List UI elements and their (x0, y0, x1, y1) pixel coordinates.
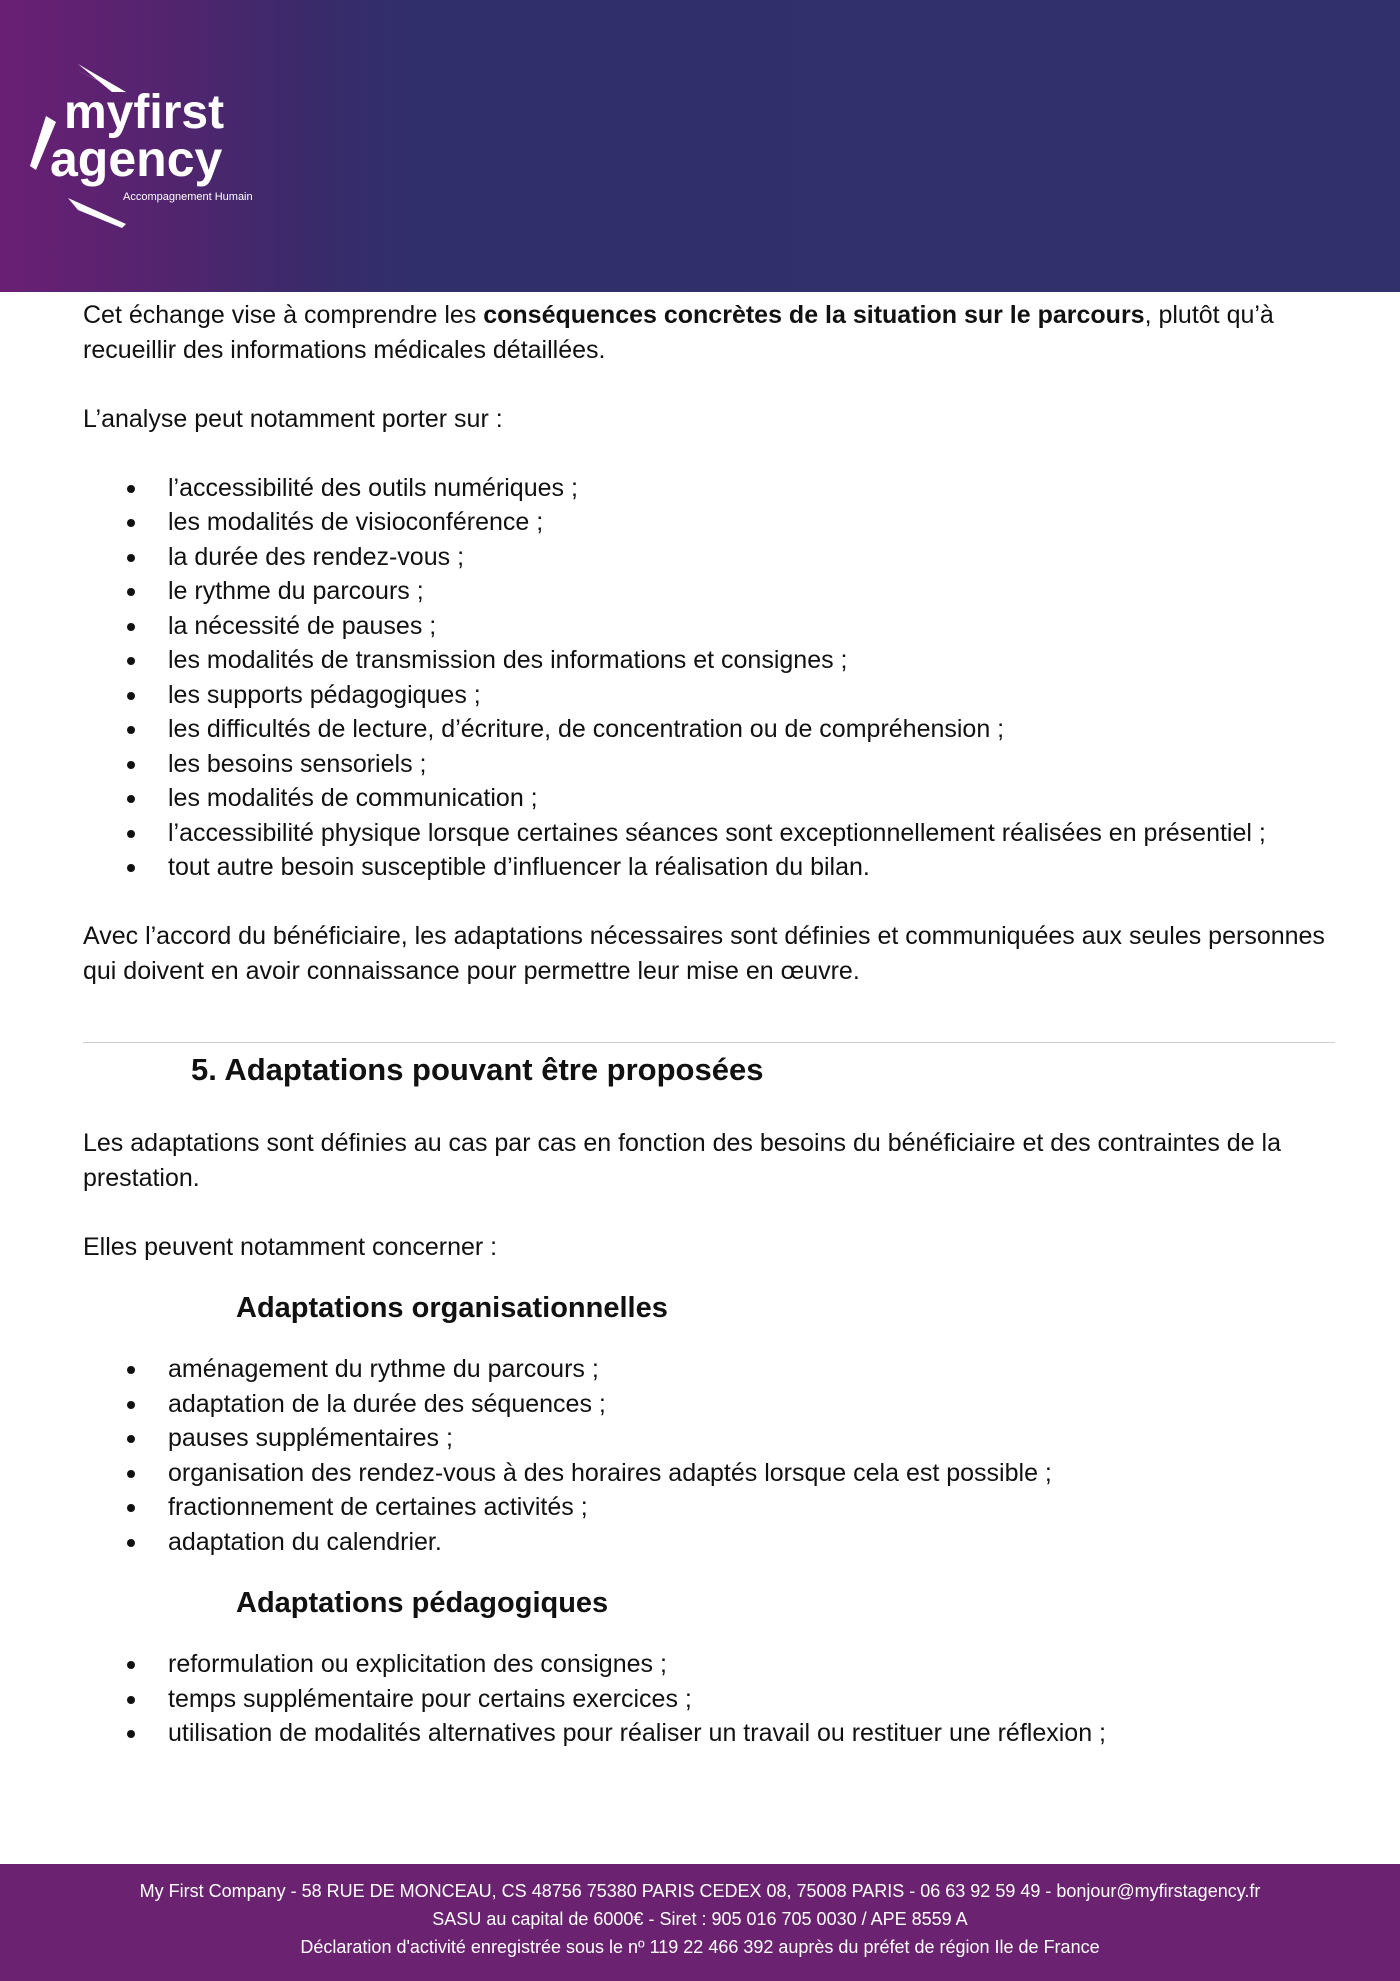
section-divider (83, 1042, 1335, 1043)
list-item: l’accessibilité des outils numériques ; (83, 471, 1338, 506)
list-item: les modalités de transmission des informations et consignes ; (83, 643, 1338, 678)
list-item: les difficultés de lecture, d’écriture, de concentration ou de compréhension ; (83, 712, 1338, 747)
list-item: le rythme du parcours ; (83, 574, 1338, 609)
list-item: la nécessité de pauses ; (83, 609, 1338, 644)
list-item: la durée des rendez-vous ; (83, 540, 1338, 575)
analysis-list (83, 471, 1338, 885)
organisational-list (83, 1352, 1338, 1559)
logo-line1: myfirst (64, 86, 225, 139)
list-item: aménagement du rythme du parcours ; (83, 1352, 1338, 1387)
list-item: les supports pédagogiques ; (83, 678, 1338, 713)
list-item: pauses supplémentaires ; (83, 1421, 1338, 1456)
list-item: adaptation de la durée des séquences ; (83, 1387, 1338, 1422)
document-body (83, 298, 1338, 988)
list-item: fractionnement de certaines activités ; (83, 1490, 1338, 1525)
logo-line2: agency (50, 131, 223, 187)
subheading-pedagogical: Adaptations pédagogiques (236, 1587, 609, 1619)
list-item: reformulation ou explicitation des consignes ; (83, 1647, 1338, 1682)
footer-declaration-line: Déclaration d'activité enregistrée sous le nº 119 22 466 392 auprès du préfet de région Ile de France (300, 1937, 1100, 1957)
company-logo (16, 58, 286, 238)
section-title: 5. Adaptations pouvant être proposées (191, 1052, 764, 1087)
list-item: les besoins sensoriels ; (83, 747, 1338, 782)
list-item: tout autre besoin susceptible d’influencer la réalisation du bilan. (83, 850, 1338, 885)
list-item: l’accessibilité physique lorsque certaines séances sont exceptionnellement réalisées en présentiel ; (83, 816, 1338, 851)
list-item: les modalités de visioconférence ; (83, 505, 1338, 540)
agreement-paragraph: Avec l’accord du bénéficiaire, les adaptations nécessaires sont définies et communiquées aux seules personnes qui doivent en avoir connaissance pour permettre leur mise en œuvre. (83, 922, 1325, 985)
list-item: organisation des rendez-vous à des horaires adaptés lorsque cela est possible ; (83, 1456, 1338, 1491)
logo-tagline: Accompagnement Humain (123, 191, 253, 203)
section-lead: Elles peuvent notamment concerner : (83, 1232, 498, 1261)
section-intro: Les adaptations sont définies au cas par cas en fonction des besoins du bénéficiaire et des contraintes de la prestation. (83, 1129, 1281, 1192)
subheading-organisational: Adaptations organisationnelles (236, 1292, 668, 1324)
page-header (0, 0, 1400, 292)
intro-emphasis: conséquences concrètes de la situation sur le parcours (483, 301, 1145, 329)
footer-contact-line: My First Company - 58 RUE DE MONCEAU, CS 48756 75380 PARIS CEDEX 08, 75008 PARIS - 06 63 92 59 49 - bonjour@myfirstagency.fr (139, 1881, 1261, 1901)
analysis-lead: L’analyse peut notamment porter sur : (83, 404, 503, 433)
pedagogical-list (83, 1647, 1338, 1751)
section-body (83, 1126, 1338, 1751)
list-item: temps supplémentaire pour certains exercices ; (83, 1682, 1338, 1717)
list-item: utilisation de modalités alternatives pour réaliser un travail ou restituer une réflexion ; (83, 1716, 1338, 1751)
list-item: les modalités de communication ; (83, 781, 1338, 816)
list-item: adaptation du calendrier. (83, 1525, 1338, 1560)
intro-paragraph: Cet échange vise à comprendre les conséquences concrètes de la situation sur le parcours, plutôt qu’à recueillir des informations médicales détaillées. (83, 301, 1274, 364)
page-footer (0, 1864, 1400, 1981)
footer-company-line: SASU au capital de 6000€ - Siret : 905 016 705 0030 / APE 8559 A (432, 1909, 968, 1929)
